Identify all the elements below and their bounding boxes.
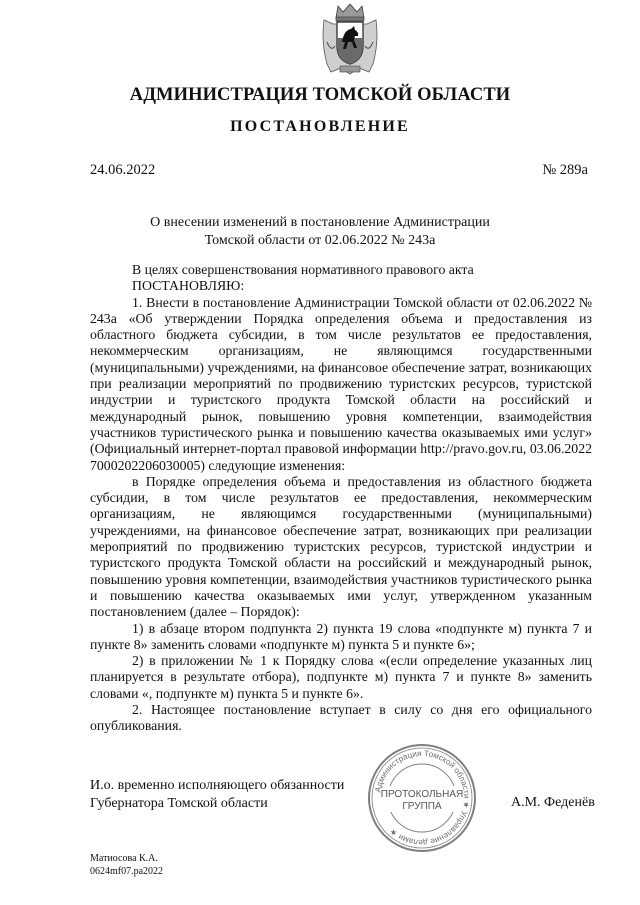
signatory-title [90, 777, 344, 813]
document-subject [0, 214, 640, 250]
paragraph-2: в Порядке определения объема и предоставления из областного бюджета субсидии, в том числе результатов ее предоставления, некоммерческим организациям, не являющимся государственными (муниципальными) учреждениями, на финансовое обеспечение затрат, возникающих при реализации мероприятий по продвижению туристских ресурсов, туристской индустрии и туристского продукта Томской области на российский и международный рынок, повышению уровня компетенции, взаимодействия участников туристического рынка и повышению качества оказываемых ими услуг, утвержденном указанным постановлением (далее – Порядок): [90, 473, 592, 620]
official-stamp [366, 742, 478, 854]
subject-line-2: Томской области от 02.06.2022 № 243а [204, 233, 436, 248]
stamp-center-line-1: ПРОТОКОЛЬНАЯ [380, 789, 464, 800]
organization-name: АДМИНИСТРАЦИЯ ТОМСКОЙ ОБЛАСТИ [129, 85, 511, 105]
document-body [90, 262, 592, 735]
file-code: 0624mf07.pa2022 [90, 866, 164, 877]
stamp-ring-text: Администрация Томской области ★ Управление делами ★ [373, 748, 472, 848]
signatory-name: А.М. Феденёв [511, 795, 595, 810]
document-date: 24.06.2022 [90, 162, 156, 178]
paragraph-5: 2. Настоящее постановление вступает в силу со дня его официального опубликования. [90, 702, 592, 734]
subject-line-1: О внесении изменений в постановление Администрации [150, 215, 490, 230]
paragraph-1: 1. Внести в постановление Администрации Томской области от 02.06.2022 № 243а «Об утверждении Порядка определения объема и предоставления из областного бюджета субсидии, в том числе результатов ее предоставления, некоммерческим организациям, не являющимся государственными (муниципальными) учреждениями, на финансовое обеспечение затрат, возникающих при реализации мероприятий по продвижению туристских ресурсов, туристской индустрии и туристского продукта Томской области на российский и международный рынок, повышению уровня компетенции, взаимодействия участников туристического рынка и повышению качества оказываемых ими услуг» (Официальный интернет-портал правовой информации http://pravo.gov.ru, 03.06.2022 7000202206030005) следующие изменения: [90, 294, 592, 473]
paragraph-3: 1) в абзаце втором подпункта 2) пункта 19 слова «подпункте м) пункта 7 и пункте 8» заменить словами «подпункте м) пункта 5 и пункте 6»; [90, 620, 592, 652]
resolution-heading: ПОСТАНОВЛЯЮ: [132, 278, 245, 294]
preamble-line: В целях совершенствования нормативного правового акта [132, 262, 474, 277]
paragraph-4: 2) в приложении № 1 к Порядку слова «(если определение указанных лиц планируется в результате отбора), подпункте м) пункта 7 и пункте 8» заменить словами «, подпункте м) пункта 5 и пункте 6». [90, 653, 592, 701]
executor-name: Матиосова К.А. [90, 853, 158, 864]
document-type: ПОСТАНОВЛЕНИЕ [230, 118, 410, 135]
coat-of-arms-emblem [321, 2, 379, 78]
signatory-title-line-1: И.о. временно исполняющего обязанности [90, 778, 345, 793]
signatory-title-line-2: Губернатора Томской области [90, 796, 268, 811]
document-number: № 289а [542, 162, 588, 178]
footer-executor [90, 852, 163, 878]
stamp-center-line-2: ГРУППА [402, 801, 442, 812]
